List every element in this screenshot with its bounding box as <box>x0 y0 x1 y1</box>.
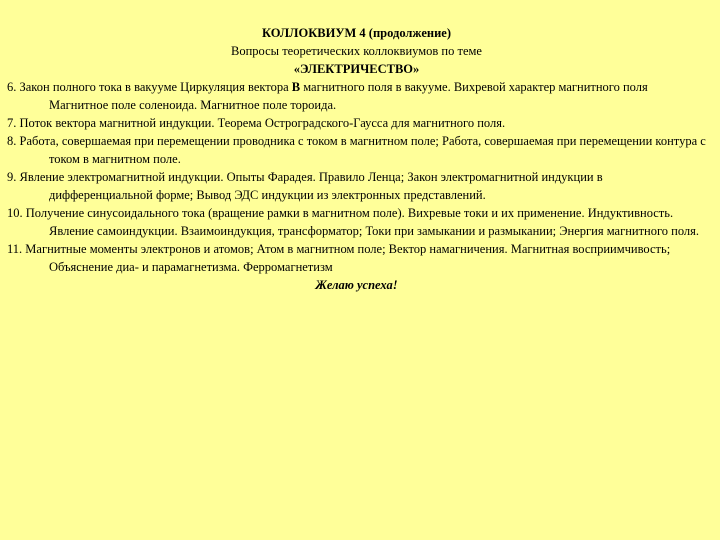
item-text: магнитного поля в вакууме. Вихревой характер магнитного поля Магнитное поле соленоида. Магнитное поле тороида. <box>49 80 648 112</box>
list-item <box>7 168 706 204</box>
item-text: Работа, совершаемая при перемещении проводника с током в магнитном поле; Работа, совершаемая при перемещении контура с током в магнитном поле. <box>16 134 706 166</box>
item-number: 9. <box>7 170 17 184</box>
vector-b-symbol: В <box>291 80 301 94</box>
document-title: КОЛЛОКВИУМ 4 (продолжение) <box>262 26 451 40</box>
item-number: 8. <box>7 134 17 148</box>
item-text: Явление электромагнитной индукции. Опыты Фарадея. Правило Ленца; Закон электромагнитной индукции в дифференциальной форме; Вывод ЭДС индукции из электронных представлений. <box>16 170 603 202</box>
list-item <box>7 240 706 276</box>
list-item <box>7 114 706 132</box>
question-list <box>7 78 706 276</box>
item-text: Получение синусоидального тока (вращение рамки в магнитном поле). Вихревые токи и их применение. Индуктивность. Явление самоиндукции. Взаимоиндукция, трансформатор; Токи при замыкании и размыкании; Энергия магнитного поля. <box>22 206 700 238</box>
document-subject: «ЭЛЕКТРИЧЕСТВО» <box>293 62 420 76</box>
item-number: 6. <box>7 80 17 94</box>
item-text: Поток вектора магнитной индукции. Теорема Остроградского-Гаусса для магнитного поля. <box>16 116 506 130</box>
closing-wish: Желаю успеха! <box>315 278 398 292</box>
item-number: 7. <box>7 116 17 130</box>
list-item <box>7 78 706 114</box>
item-number: 11. <box>7 242 23 256</box>
item-text: Магнитные моменты электронов и атомов; Атом в магнитном поле; Вектор намагничения. Магнитная восприимчивость; Объяснение диа- и парамагнетизма. Ферромагнетизм <box>22 242 671 274</box>
document-subtitle: Вопросы теоретических коллоквиумов по теме <box>231 44 482 58</box>
list-item <box>7 204 706 240</box>
list-item <box>7 132 706 168</box>
item-number: 10. <box>7 206 23 220</box>
item-text: Закон полного тока в вакууме Циркуляция вектора <box>16 80 292 94</box>
